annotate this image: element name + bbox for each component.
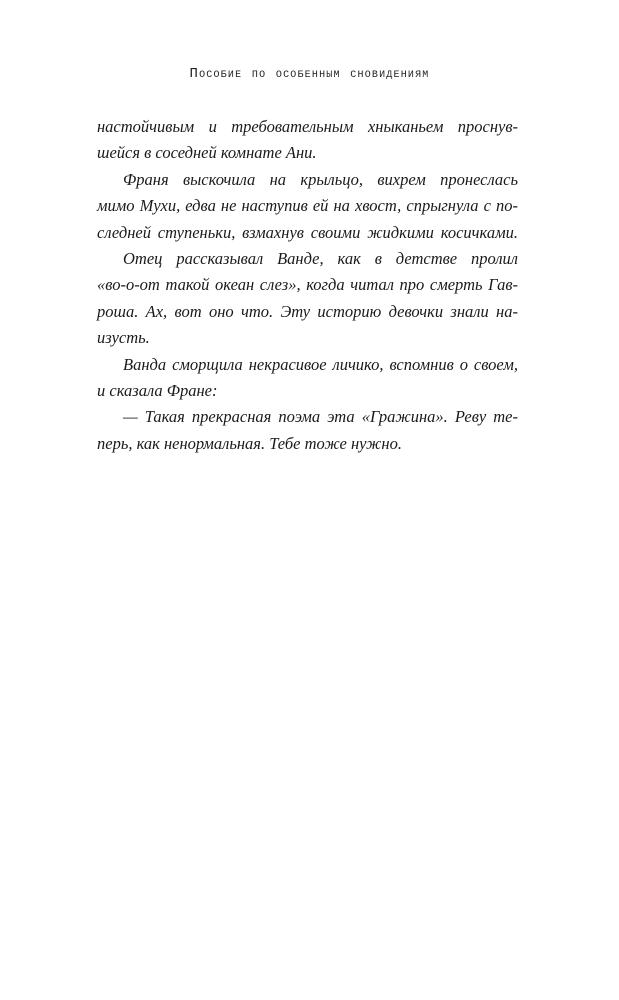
text-line: и сказала Фране:	[97, 380, 218, 400]
text-line: — Такая прекрасная поэма эта «Гражина». Реву те-	[123, 407, 518, 427]
text-line: настойчивым и требовательным хныканьем проснув-	[97, 117, 518, 136]
text-line: перь, как ненормальная. Тебе тоже нужно.	[97, 433, 402, 453]
paragraph	[97, 167, 518, 246]
text-line: изусть.	[97, 328, 150, 348]
text-line: мимо Мухи, едва не наступив ей на хвост, спрыгнула с по-	[97, 196, 518, 216]
paragraph	[97, 246, 518, 352]
text-line: шейся в соседней комнате Ани.	[97, 143, 317, 163]
paragraph	[97, 404, 518, 457]
paragraph	[97, 114, 518, 167]
paragraph	[97, 352, 518, 405]
text-line: Ванда сморщила некрасивое личико, вспомнив о своем,	[123, 354, 518, 374]
text-line: роша. Ах, вот оно что. Эту историю девочки знали на-	[97, 301, 518, 321]
running-head: Пособие по особенным сновидениям	[189, 66, 430, 82]
text-line: «во-о-от такой океан слез», когда читал про смерть Гав-	[97, 275, 518, 295]
text-line: Франя выскочила на крыльцо, вихрем пронеслась	[123, 169, 518, 189]
body-text	[97, 114, 518, 457]
text-line: следней ступеньки, взмахнув своими жидкими косичками.	[97, 222, 518, 242]
text-line: Отец рассказывал Ванде, как в детстве пролил	[123, 248, 518, 268]
